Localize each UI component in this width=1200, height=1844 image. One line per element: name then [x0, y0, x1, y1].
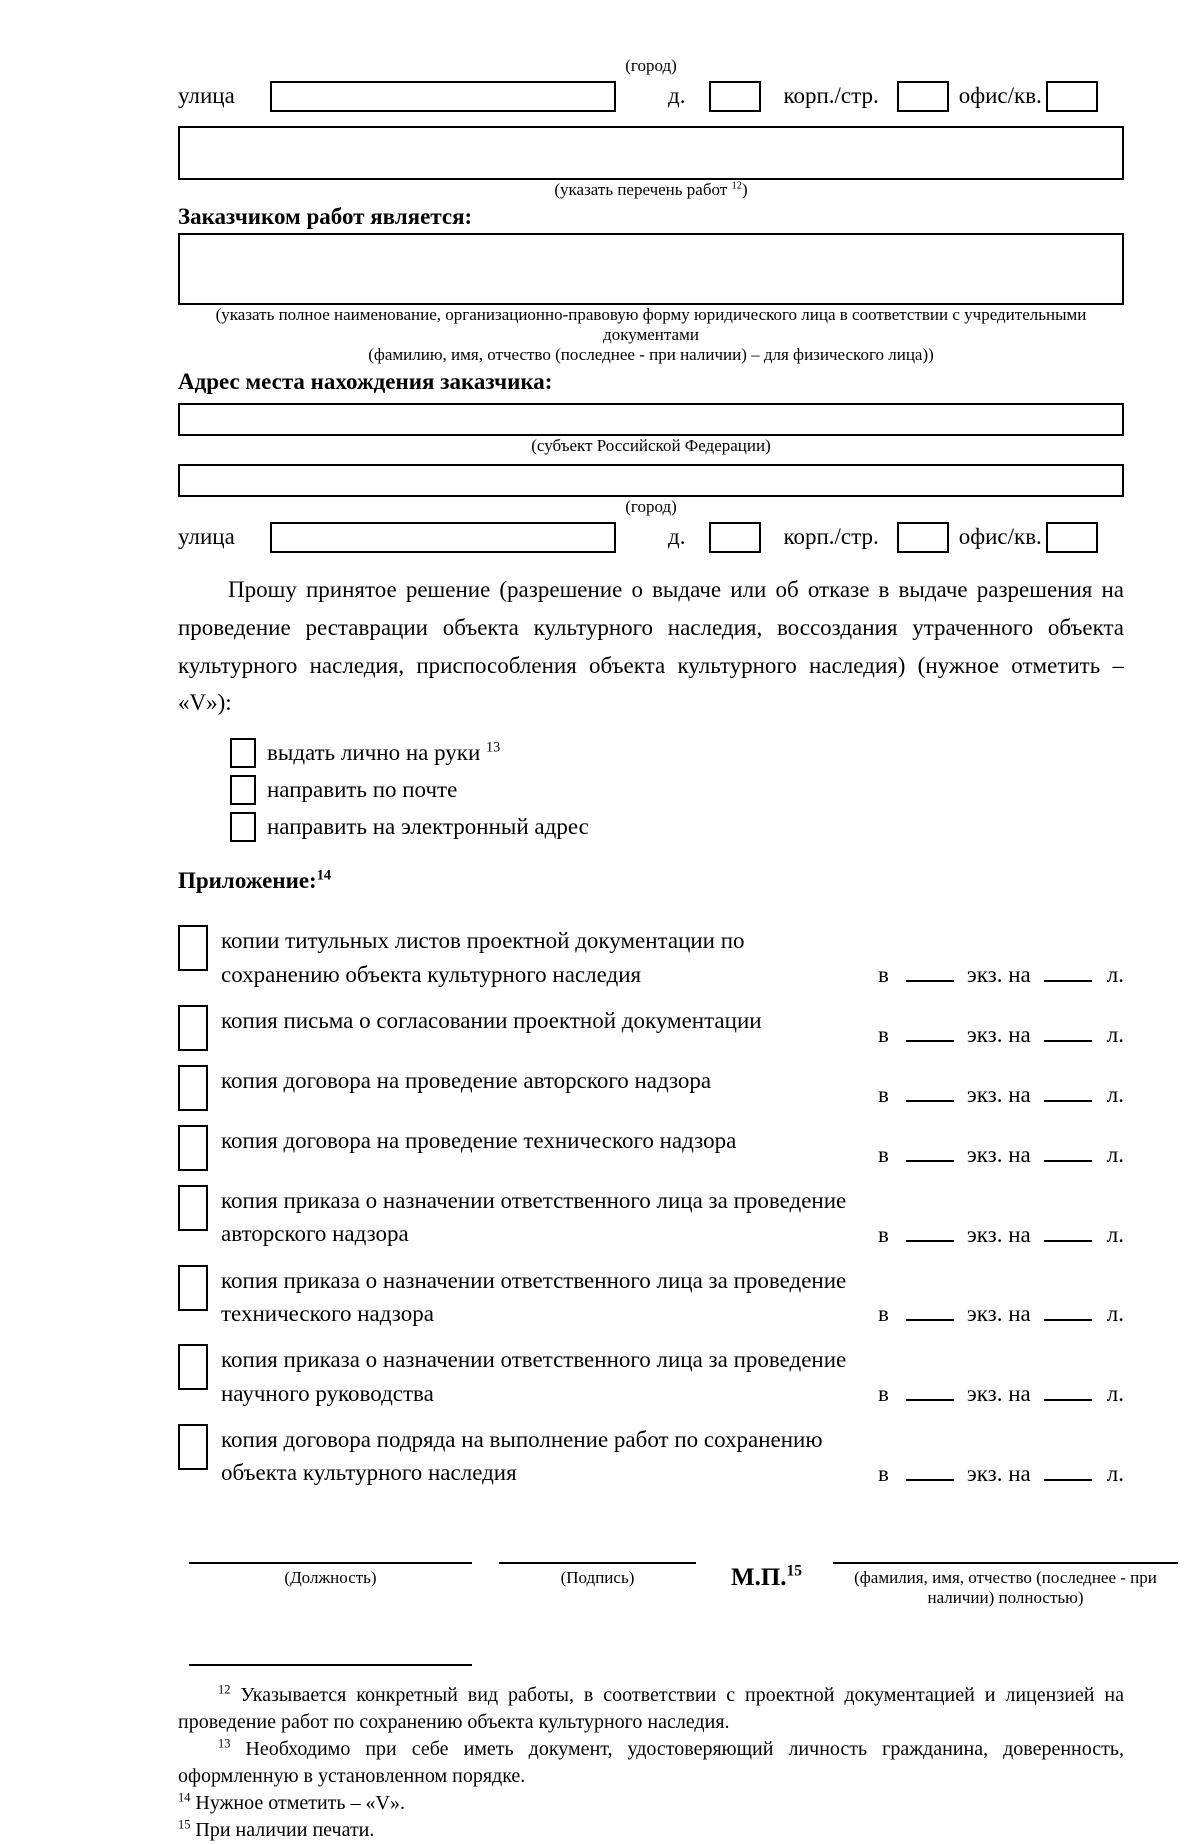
attachment-row [178, 1184, 1124, 1251]
city-caption: (город) [625, 497, 677, 517]
attachment-checkbox[interactable] [178, 1005, 208, 1051]
office-label: офис/кв. [958, 524, 1042, 550]
name-field-group [833, 1562, 1178, 1608]
attachment-row [178, 1423, 1124, 1490]
option-label: направить по почте [267, 777, 458, 803]
sheets-count-field[interactable] [1044, 1301, 1092, 1321]
attachment-text: копия приказа о назначении ответственного лица за проведение технического надзора [221, 1267, 847, 1326]
copies-count-field[interactable] [906, 962, 954, 982]
house-input[interactable] [709, 522, 761, 553]
decision-request-paragraph: Прошу принятое решение (разрешение о выдаче или об отказе в выдаче разрешения на проведение реставрации объекта культурного наследия, воссоздания утраченного объекта культурного наследия, приспособления объекта культурного наследия) (нужное отметить – «V»): [178, 577, 1124, 716]
option-hand-delivery [230, 738, 1124, 768]
city-input[interactable] [178, 464, 1124, 497]
sheets-count-field[interactable] [1044, 1461, 1092, 1481]
by-email-checkbox[interactable] [230, 812, 256, 842]
attachment-row [178, 1343, 1124, 1410]
office-input[interactable] [1046, 81, 1098, 112]
copies-count-field[interactable] [906, 1222, 954, 1242]
city-caption-top: (город) [625, 56, 677, 75]
sheets-count-field[interactable] [1044, 1142, 1092, 1162]
sheets-count-field[interactable] [1044, 1381, 1092, 1401]
works-caption: (указать перечень работ $^{12}$) [554, 180, 748, 200]
name-signature-line[interactable] [833, 1562, 1178, 1564]
stamp-place: М.П.$^{15}$ [731, 1562, 803, 1591]
option-label: направить на электронный адрес [267, 814, 589, 840]
footnote-13: $^{13}$ Необходимо при себе иметь документ, удостоверяющий личность гражданина, доверенность, оформленную в установленном порядке. [178, 1736, 1124, 1787]
attachment-text: копия письма о согласовании проектной документации [221, 1007, 762, 1033]
footnotes [178, 1682, 1124, 1844]
building-input[interactable] [897, 522, 949, 553]
copies-count-field[interactable] [906, 1142, 954, 1162]
office-label: офис/кв. [958, 83, 1042, 109]
attachment-checkbox[interactable] [178, 1125, 208, 1171]
attachment-row [178, 924, 1124, 991]
street-label: улица [178, 524, 235, 550]
name-caption: (фамилия, имя, отчество (последнее - при наличии) полностью) [854, 1567, 1157, 1607]
option-by-email [230, 812, 1124, 842]
office-input[interactable] [1046, 522, 1098, 553]
position-field-group [189, 1562, 472, 1608]
attachment-checkbox[interactable] [178, 925, 208, 971]
attachment-text: копия приказа о назначении ответственного лица за проведение научного руководства [221, 1347, 847, 1406]
attachments-heading: Приложение:$^{14}$ [178, 867, 331, 894]
copies-count-field[interactable] [906, 1301, 954, 1321]
customer-address-heading: Адрес места нахождения заказчика: [178, 369, 553, 395]
copies-count-field[interactable] [906, 1461, 954, 1481]
attachment-checkbox[interactable] [178, 1424, 208, 1470]
attachment-row [178, 1264, 1124, 1331]
footnote-14: $^{14}$ Нужное отметить – «V». [178, 1790, 405, 1814]
form-content [178, 56, 1157, 1844]
house-label: д. [668, 83, 686, 109]
position-signature-line[interactable] [189, 1562, 472, 1564]
attachment-checkbox[interactable] [178, 1265, 208, 1311]
object-street-row [178, 78, 1124, 112]
building-label: корп./стр. [783, 524, 879, 550]
attachment-checkbox[interactable] [178, 1185, 208, 1231]
house-label: д. [668, 524, 686, 550]
attachment-count: в экз. на л. [878, 961, 1124, 987]
attachment-count: в экз. на л. [878, 1021, 1124, 1047]
street-input[interactable] [270, 81, 616, 112]
customer-street-row [178, 519, 1124, 553]
attachment-checkbox[interactable] [178, 1065, 208, 1111]
attachment-text: копия договора на проведение авторского надзора [221, 1067, 712, 1093]
by-mail-checkbox[interactable] [230, 775, 256, 805]
copies-count-field[interactable] [906, 1381, 954, 1401]
attachment-row [178, 1004, 1124, 1051]
region-caption: (субъект Российской Федерации) [531, 436, 771, 456]
signature-line[interactable] [499, 1562, 696, 1564]
attachment-count: в экз. на л. [878, 1141, 1124, 1167]
attachment-text: копия договора подряда на выполнение работ по сохранению объекта культурного наследия [221, 1426, 823, 1486]
region-input[interactable] [178, 403, 1124, 436]
customer-name-input[interactable] [178, 233, 1124, 305]
sheets-count-field[interactable] [1044, 962, 1092, 982]
attachment-text: копии титульных листов проектной документации по сохранению объекта культурного наследия [221, 928, 745, 987]
sheets-count-field[interactable] [1044, 1082, 1092, 1102]
attachment-row [178, 1064, 1124, 1111]
option-by-mail [230, 775, 1124, 805]
footnote-separator [189, 1664, 472, 1666]
attachment-text: копия приказа о назначении ответственного лица за проведение авторского надзора [221, 1187, 847, 1247]
signature-caption: (Подпись) [560, 1567, 635, 1587]
copies-count-field[interactable] [906, 1022, 954, 1042]
attachment-count: в экз. на л. [878, 1221, 1124, 1247]
customer-caption: (указать полное наименование, организационно-правовую форму юридического лица в соответствии с учредительными документами (фамилию, имя, отчество (последнее - при наличии) – для физического лица)) [215, 305, 1087, 365]
building-label: корп./стр. [783, 83, 879, 109]
position-caption: (Должность) [284, 1567, 377, 1587]
building-input[interactable] [897, 81, 949, 112]
signature-block [189, 1562, 1189, 1608]
footnote-ref-12: 12 [731, 180, 742, 192]
attachment-count: в экз. на л. [878, 1460, 1124, 1486]
attachments-list [178, 924, 1124, 1489]
delivery-options [178, 738, 1124, 842]
footnote-12: $^{12}$ Указывается конкретный вид работы, в соответствии с проектной документацией и лицензией на проведение работ по сохранению объекта культурного наследия. [178, 1682, 1125, 1733]
signature-field-group [499, 1562, 696, 1608]
attachment-count: в экз. на л. [878, 1301, 1124, 1327]
footnote-15: $^{15}$ При наличии печати. [178, 1817, 375, 1841]
street-label: улица [178, 83, 235, 109]
attachment-text: копия договора на проведение технического надзора [221, 1127, 737, 1153]
attachment-row [178, 1124, 1124, 1171]
hand-delivery-checkbox[interactable] [230, 738, 256, 768]
option-label: выдать лично на руки $^{13}$ [267, 739, 501, 766]
footnote-ref-13: 13 [486, 739, 501, 756]
sheets-count-field[interactable] [1044, 1222, 1092, 1242]
copies-count-field[interactable] [906, 1082, 954, 1102]
works-list-input[interactable] [178, 126, 1124, 180]
street-input[interactable] [270, 522, 616, 553]
footnote-ref-15: 15 [786, 1562, 803, 1580]
attachment-count: в экз. на л. [878, 1081, 1124, 1107]
attachment-checkbox[interactable] [178, 1344, 208, 1390]
attachment-count: в экз. на л. [878, 1380, 1124, 1406]
customer-heading: Заказчиком работ является: [178, 204, 473, 230]
footnote-ref-14: 14 [316, 867, 331, 884]
sheets-count-field[interactable] [1044, 1022, 1092, 1042]
house-input[interactable] [709, 81, 761, 112]
